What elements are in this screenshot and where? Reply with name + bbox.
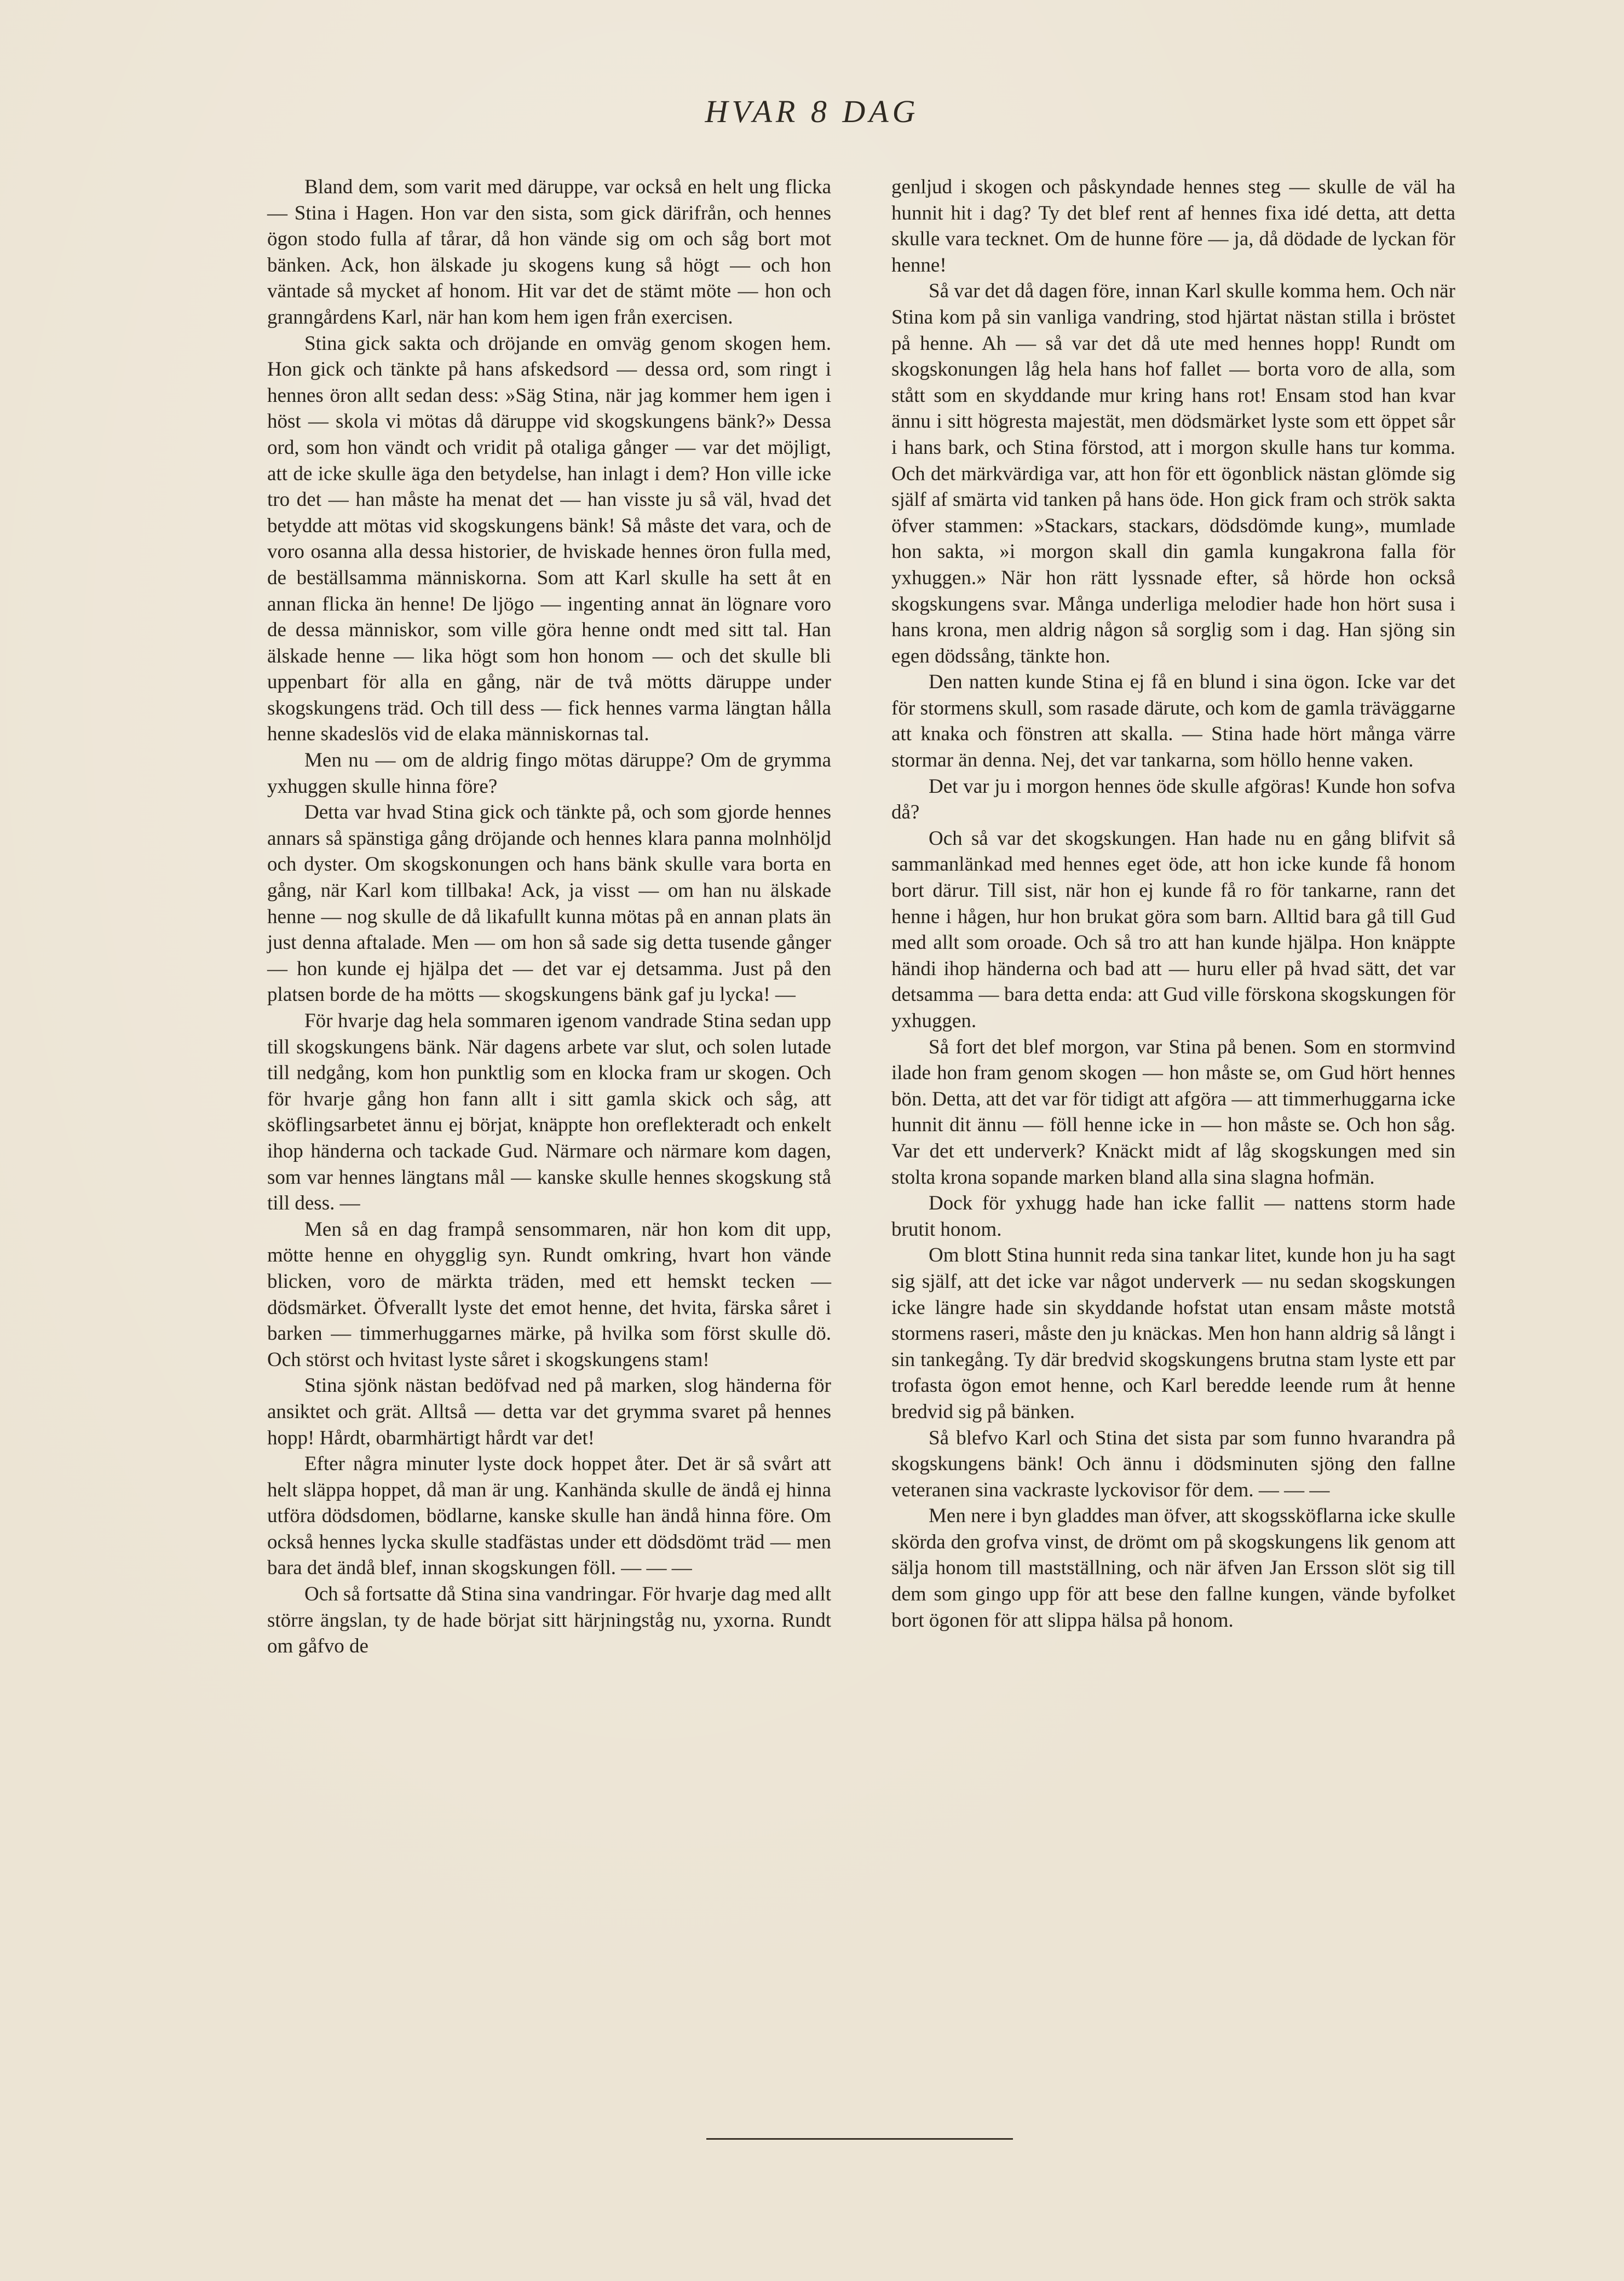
paragraph: Det var ju i morgon hennes öde skulle afgöras! Kunde hon sofva då? [891, 775, 1455, 824]
paragraph: Så var det då dagen före, innan Karl skulle komma hem. Och när Stina kom på sin vanliga vandring, stod hjärtat nästan stilla i bröstet på henne. Ah — så var det då ute med hennes hopp! Rundt om skogskonungen låg hela hans hof fallet — borta voro de alla, som stått som en skyddande mur kring hans rot! Ensam stod han kvar ännu i sitt högresta majestät, men dödsmärket lyste som ett öppet sår i hans bark, och Stina förstod, att i morgon skulle hans tur komma. Och det märkvärdiga var, att hon för ett ögonblick nästan glömde sig själf af smärta vid tanken på hans öde. Hon gick fram och strök sakta öfver stammen: »Stackars, stackars, dödsdömde kung», mumlade hon sakta, »i morgon skall din gamla kungakrona falla för yxhuggen.» När hon rätt lyssnade efter, så hörde hon också skogskungens svar. Många underliga melodier hade hon hört susa i hans krona, men aldrig någon så sorglig som i dag. Han sjöng sin egen dödssång, tänkte hon. [891, 280, 1455, 667]
paragraph: Och så var det skogskungen. Han hade nu en gång blifvit så sammanlänkad med hennes eget öde, att hon icke kunde få honom bort därur. Till sist, när hon ej kunde få ro för tankarne, rann det henne i hågen, hur hon brukat göra som barn. Alltid bara gå till Gud med allt som oroade. Och så tro att han kunde hjälpa. Hon knäppte händi ihop händerna och bad att — huru eller på hvad sätt, det var detsamma — bara detta enda: att Gud ville förskona skogskungen för yxhuggen. [891, 827, 1455, 1032]
paragraph-continued: genljud i skogen och påskyndade hennes steg — skulle de väl ha hunnit hit i dag? Ty det blef rent af hennes fixa idé detta, att detta skulle vara tecknet. Om de hunne före — ja, då dödade de lyckan för henne! [891, 176, 1455, 277]
paragraph: Så blefvo Karl och Stina det sista par som funno hvarandra på skogskungens bänk! Och ännu i dödsminuten sjöng den fallne veteranen sina vackraste lyckovisor för dem. — — — [891, 1426, 1455, 1501]
paragraph: Detta var hvad Stina gick och tänkte på, och som gjorde hennes annars så spänstiga gång dröjande och hennes klara panna molnhöljd och dyster. Om skogskonungen och hans bänk skulle vara borta en gång, när Karl kom tillbaka! Ack, ja visst — om han nu älskade henne — nog skulle de då likafullt kunna mötas på en annan plats än just denna aftalade. Men — om hon så sade sig detta tusende gånger — hon kunde ej hjälpa det — det var ej detsamma. Just på den platsen borde de ha mötts — skogskungens bänk gaf ju lycka! — [267, 801, 831, 1006]
paragraph: Om blott Stina hunnit reda sina tankar litet, kunde hon ju ha sagt sig själf, att det icke var något underverk — nu sedan skogskungen icke längre hade sin skyddande hofstat utan ensam måste motstå stormens raseri, måste den ju knäckas. Men hon hann aldrig så långt i sin tankegång. Ty där bredvid skogskungens brutna stam lyste ett par trofasta ögon emot henne, och Karl beredde leende rum åt henne bredvid sig på bänken. [891, 1244, 1455, 1423]
paragraph: För hvarje dag hela sommaren igenom vandrade Stina sedan upp till skogskungens bänk. När dagens arbete var slut, och solen lutade till nedgång, kom hon punktlig som en klocka fram ur skogen. Och för hvarje gång hon fann allt i sitt gamla skick och såg, att sköflingsarbetet ännu ej börjat, knäppte hon oreflekteradt och enkelt ihop händerna och tackade Gud. Närmare och närmare kom dagen, som var hennes längtans mål — kanske skulle hennes skogskung stå till dess. — [267, 1010, 831, 1215]
paragraph: Stina sjönk nästan bedöfvad ned på marken, slog händerna för ansiktet och grät. Alltså — detta var det grymma svaret på hennes hopp! Hårdt, obarmhärtigt hårdt var det! [267, 1374, 831, 1449]
paragraph: Bland dem, som varit med däruppe, var också en helt ung flicka — Stina i Hagen. Hon var den sista, som gick därifrån, och hennes ögon stodo fulla af tårar, då hon vände sig om och såg bort mot bänken. Ack, hon älskade ju skogens kung så högt — och hon väntade så mycket af honom. Hit var det de stämt möte — hon och granngårdens Karl, när han kom hem igen från exercisen. [267, 176, 831, 329]
running-header: HVAR 8 DAG [705, 94, 919, 129]
paragraph: Efter några minuter lyste dock hoppet åter. Det är så svårt att helt släppa hoppet, då man är ung. Kanhända skulle de ändå ej hinna utföra dödsdomen, bödlarne, kanske skulle han ändå hinna före. Om också hennes lycka skulle stadfästas under ett dödsdömt träd — men bara det ändå blef, innan skogskungen föll. — — — [267, 1453, 831, 1580]
paragraph: Den natten kunde Stina ej få en blund i sina ögon. Icke var det för stormens skull, som rasade därute, och kom de gamla träväggarne att knaka och fönstren att skalla. — Stina hade hört många värre stormar än denna. Nej, det var tankarna, som höllo henne vaken. [891, 671, 1455, 772]
paragraph: Dock för yxhugg hade han icke fallit — nattens storm hade brutit honom. [891, 1192, 1455, 1241]
end-rule-divider [706, 2138, 1013, 2140]
paragraph: Så fort det blef morgon, var Stina på benen. Som en stormvind ilade hon fram genom skogen — hon måste se, om Gud hört hennes bön. Detta, att det var för tidigt att afgöra — att timmerhuggarna icke hunnit dit ännu — föll henne icke in — hon måste se. Och hon såg. Var det ett underverk? Knäckt midt af låg skogskungen med sin stolta krona sopande marken bland alla sina slagna hofmän. [891, 1035, 1455, 1189]
left-text-column [267, 174, 831, 1660]
paragraph: Stina gick sakta och dröjande en omväg genom skogen hem. Hon gick och tänkte på hans afskedsord — dessa ord, som ringt i hennes öron allt sedan dess: »Säg Stina, när jag kommer hem igen i höst — skola vi mötas då däruppe vid skogskungens bänk?» Dessa ord, som hon vändt och vridit på otaliga gånger — var det möjligt, att de icke skulle äga den betydelse, han inlagt i dem? Hon ville icke tro det — han måste ha menat det — han visste ju så väl, hvad det betydde att mötas vid skogskungens bänk! Så måste det vara, och de voro osanna alla dessa historier, de hviskade hennes öron fulla med, de beställsamma människorna. Som att Karl skulle ha sett åt en annan flicka än henne! De ljögo — ingenting annat än lögnare voro de dessa människor, som ville göra henne ondt med sitt tal. Han älskade henne — lika högt som hon honom — och det skulle bli uppenbart för alla en gång, när de två mötts däruppe under skogskungens träd. Och till dess — fick hennes varma längtan hålla henne skadeslös vid de elaka människornas tal. [267, 332, 831, 746]
paragraph: Och så fortsatte då Stina sina vandringar. För hvarje dag med allt större ängslan, ty de hade börjat sitt härjningståg nu, yxorna. Rundt om gåfvo de [267, 1583, 831, 1658]
right-text-column [891, 174, 1455, 1633]
paragraph: Men nere i byn gladdes man öfver, att skogssköflarna icke skulle skörda den grofva vinst, de drömt om på skogskungens lik genom att sälja honom till mastställning, och när äfven Jan Ersson slöt sig till dem som gingo upp för att bese den fallne kungen, vände byfolket bort ögonen för att slippa hälsa på honom. [891, 1505, 1455, 1632]
paragraph: Men nu — om de aldrig fingo mötas däruppe? Om de grymma yxhuggen skulle hinna före? [267, 749, 831, 798]
paragraph: Men så en dag frampå sensommaren, när hon kom dit upp, mötte henne en ohygglig syn. Rundt omkring, hvart hon vände blicken, voro de märkta träden, med ett hemskt tecken — dödsmärket. Öfverallt lyste det emot henne, det hvita, färska såret i barken — timmerhuggarnes märke, på hvilka som först skulle dö. Och störst och hvitast lyste såret i skogskungens stam! [267, 1218, 831, 1371]
